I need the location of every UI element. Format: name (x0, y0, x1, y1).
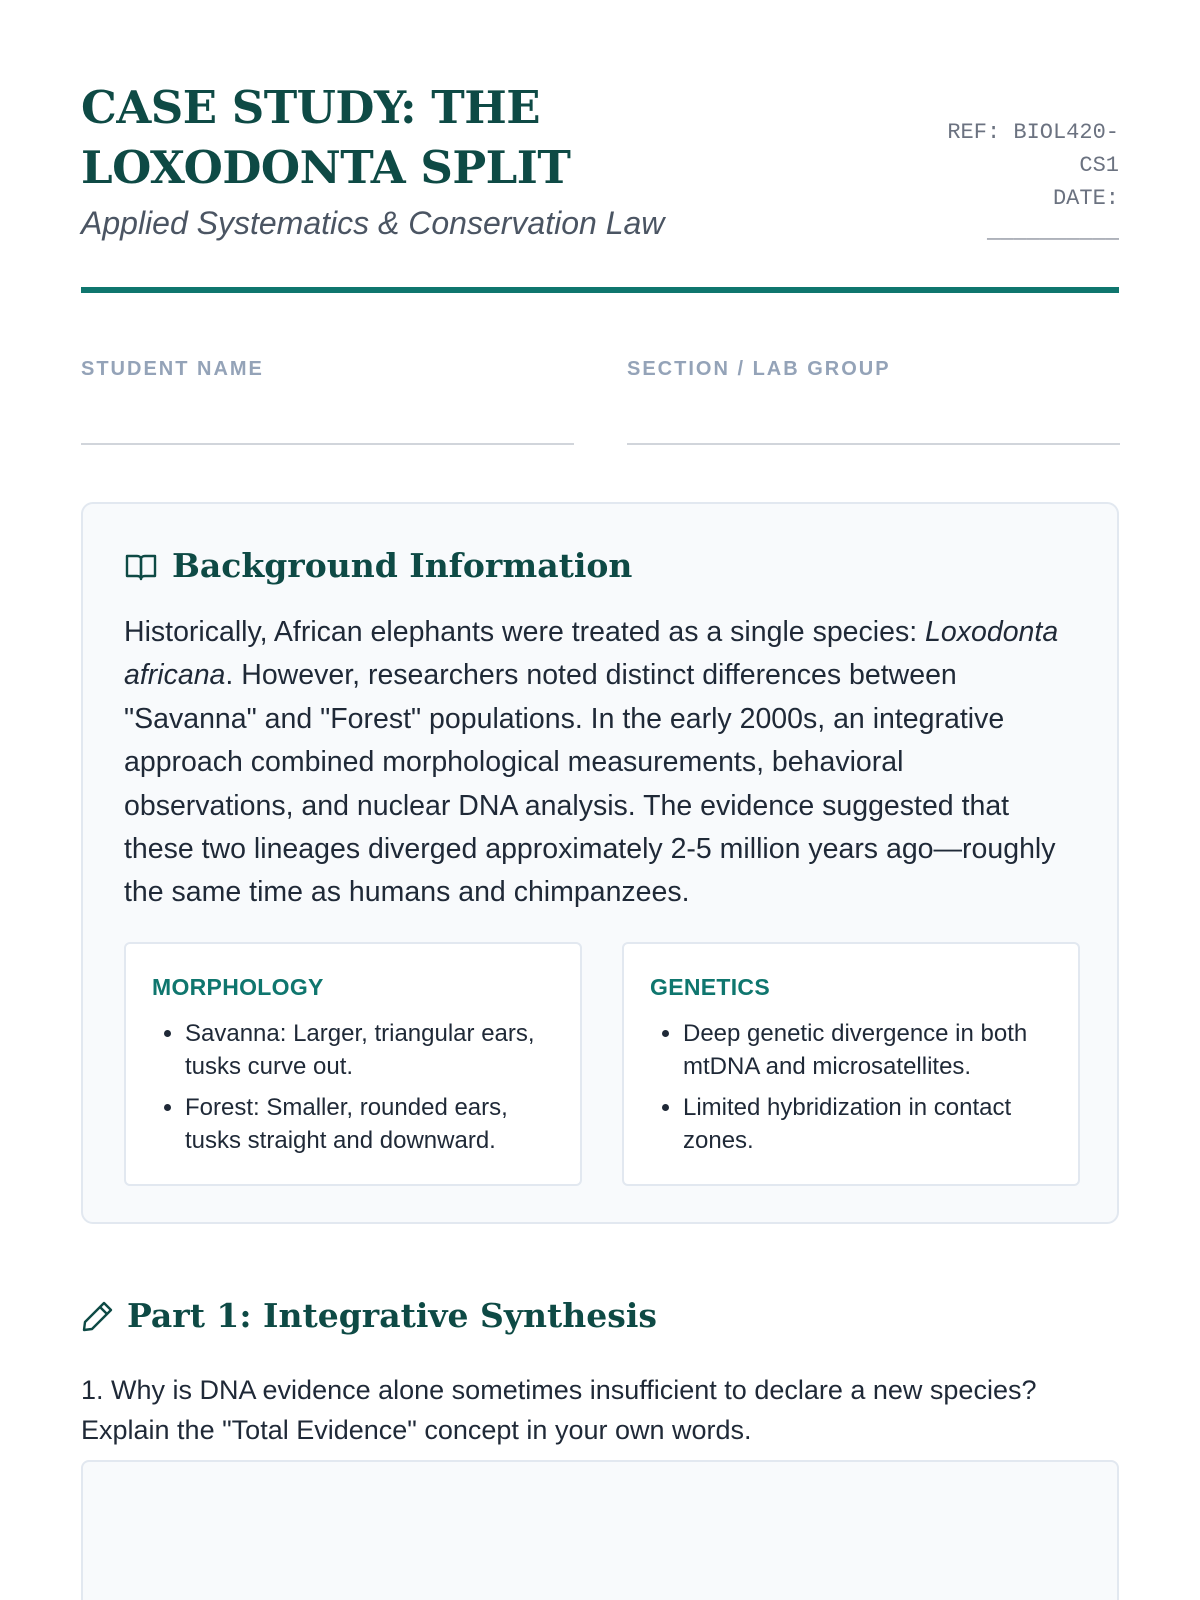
background-text-part1: Historically, African elephants were treated as a single species: (124, 616, 926, 648)
species-name: Loxodonta africana (124, 616, 1059, 692)
student-name-label: STUDENT NAME (81, 358, 264, 380)
book-icon (124, 551, 158, 581)
part1-heading (81, 1296, 657, 1335)
background-title: Background Information (172, 546, 633, 585)
genetics-card (622, 942, 1080, 1186)
section-input[interactable] (627, 411, 1120, 445)
morphology-card (124, 942, 582, 1186)
question-1: 1. Why is DNA evidence alone sometimes insufficient to declare a new species? Explain the "Total Evidence" concept in your own words. (81, 1375, 1037, 1445)
section-label: SECTION / LAB GROUP (627, 358, 891, 380)
page-subtitle: Applied Systematics & Conservation Law (81, 205, 665, 241)
list-item: • Deep genetic divergence in both mtDNA and microsatellites. (683, 1017, 1052, 1083)
morphology-list (152, 1017, 554, 1157)
background-text-part2: . However, researchers noted distinct differences between "Savanna" and "Forest" populations. In the early 2000s, an integrative approach combined morphological measurements, behavioral observations, and nuclear DNA analysis. The evidence suggested that these two lineages diverged approximately 2-5 million years ago—roughly the same time as humans and chimpanzees. (124, 659, 1056, 909)
list-item: • Savanna: Larger, triangular ears, tusks curve out. (185, 1017, 554, 1083)
morphology-title: MORPHOLOGY (152, 974, 324, 1000)
background-panel (81, 502, 1119, 1224)
student-name-field (81, 358, 574, 445)
student-name-input[interactable] (81, 411, 574, 445)
page-title: CASE STUDY: THE LOXODONTA SPLIT (81, 81, 571, 194)
section-field (627, 358, 1120, 445)
genetics-title: GENETICS (650, 974, 770, 1000)
list-item: • Forest: Smaller, rounded ears, tusks straight and downward. (185, 1091, 554, 1157)
list-item: • Limited hybridization in contact zones. (683, 1091, 1052, 1157)
pencil-icon (81, 1299, 115, 1333)
header-divider (81, 287, 1119, 293)
genetics-list (650, 1017, 1052, 1157)
student-fields (81, 358, 1119, 438)
background-paragraph (124, 611, 1076, 915)
reference-box (919, 116, 1119, 248)
date-blank[interactable]: __________ (986, 219, 1119, 244)
header (81, 78, 1119, 294)
reference-code-line2: CS1 (1079, 153, 1119, 178)
background-heading (124, 546, 632, 585)
part1-title: Part 1: Integrative Synthesis (127, 1296, 657, 1335)
answer-1-textarea[interactable] (81, 1460, 1119, 1600)
reference-code-line1: REF: BIOL420- (947, 120, 1119, 145)
date-label: DATE: (1052, 186, 1119, 211)
